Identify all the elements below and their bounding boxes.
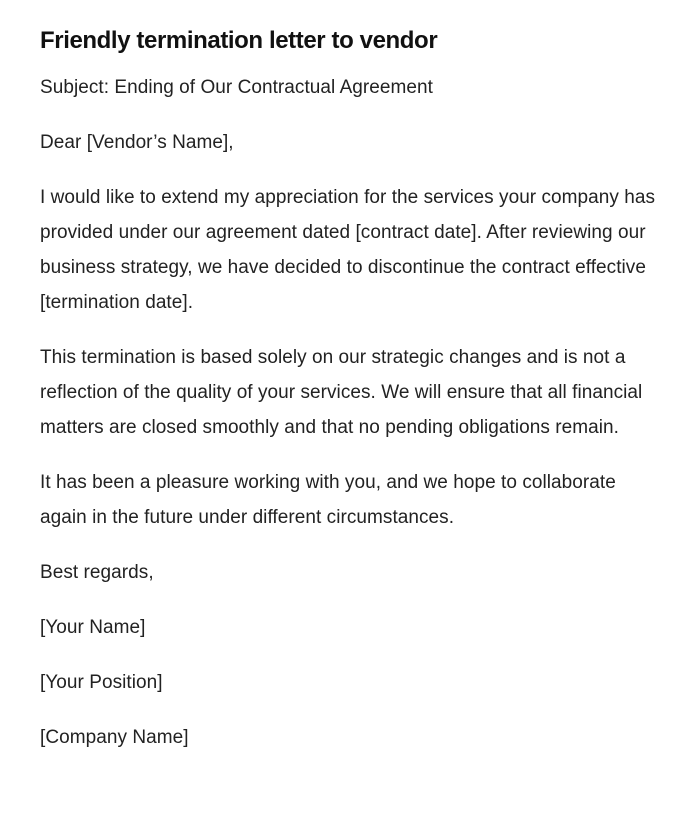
signature-name: [Your Name] (40, 617, 146, 638)
page-title: Friendly termination letter to vendor (40, 27, 438, 54)
subject-line: Subject: Ending of Our Contractual Agreement (40, 77, 433, 98)
body-paragraph-1: I would like to extend my appreciation for the services your company has provided under our agreement dated [contract date]. After reviewing our business strategy, we have decided to discontinue the contract effective [termination date]. (40, 187, 656, 313)
signature-position: [Your Position] (40, 672, 163, 693)
body-paragraph-3: It has been a pleasure working with you, and we hope to collaborate again in the future under different circumstances. (40, 472, 616, 528)
signature-company: [Company Name] (40, 727, 189, 748)
salutation: Dear [Vendor’s Name], (40, 132, 234, 153)
closing: Best regards, (40, 562, 154, 583)
body-paragraph-2: This termination is based solely on our strategic changes and is not a reflection of the quality of your services. We will ensure that all financial matters are closed smoothly and that no pending obligations remain. (40, 347, 643, 438)
